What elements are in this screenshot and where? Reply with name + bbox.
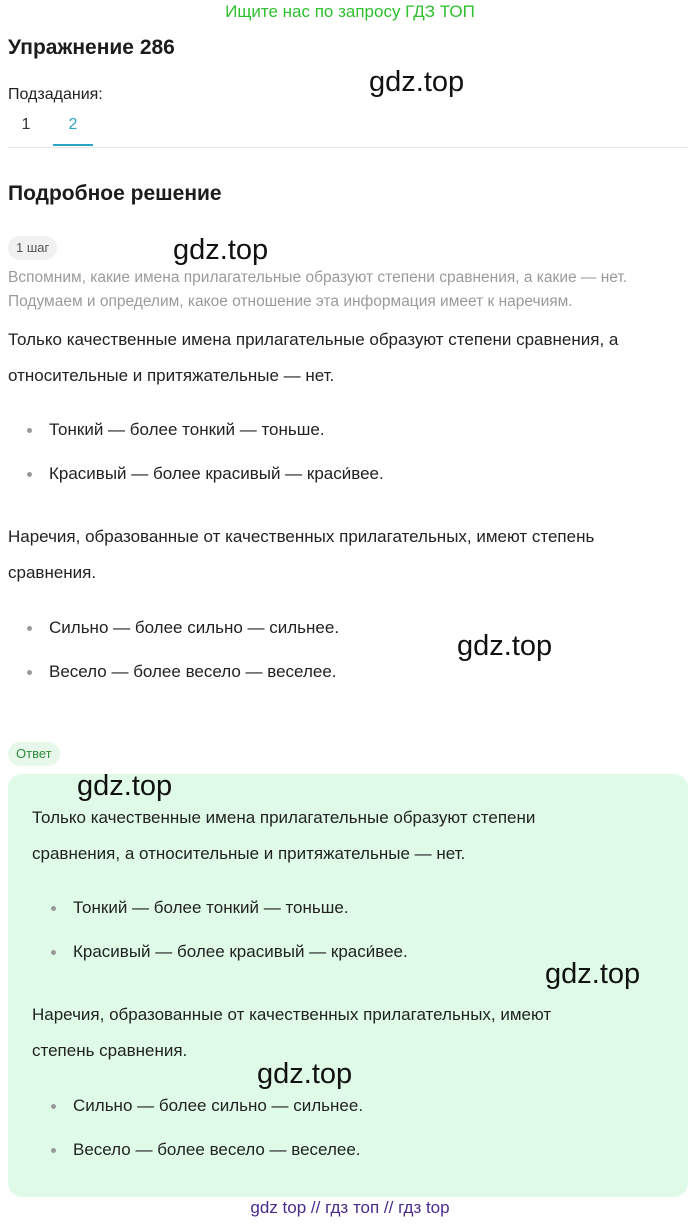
bullet-dot xyxy=(27,428,32,433)
watermark: gdz.top xyxy=(457,630,553,662)
footer-links: gdz top // гдз топ // гдз top xyxy=(250,1198,450,1217)
hint-line: Подумаем и определим, какое отношение эта информация имеет к наречиям. xyxy=(8,293,573,310)
solution-paragraph xyxy=(8,322,688,394)
list-item xyxy=(49,464,384,484)
watermark: gdz.top xyxy=(369,66,465,98)
step-badge: 1 шаг xyxy=(8,236,57,260)
watermark: gdz.top xyxy=(173,234,269,266)
bullet-dot xyxy=(27,670,32,675)
list-item xyxy=(49,420,325,440)
solution-paragraph xyxy=(8,519,688,591)
hint-line: Вспомним, какие имена прилагательные образуют степени сравнения, а какие — нет. xyxy=(8,269,628,286)
watermark: gdz.top xyxy=(257,1058,353,1090)
paragraph-line: Только качественные имена прилагательные образуют степени сравнения, а xyxy=(8,330,619,349)
answer-badge: Ответ xyxy=(8,742,60,766)
bullet-dot xyxy=(51,950,56,955)
list-item-text: Красивый — более красивый — краси́вее. xyxy=(73,942,408,961)
bullet-dot xyxy=(51,1104,56,1109)
paragraph-line: степень сравнения. xyxy=(32,1041,188,1060)
list-item-text: Красивый — более красивый — краси́вее. xyxy=(49,464,384,483)
list-item-text: Тонкий — более тонкий — тоньше. xyxy=(73,898,349,917)
bullet-dot xyxy=(51,1148,56,1153)
list-item-text: Сильно — более сильно — сильнее. xyxy=(73,1096,364,1115)
paragraph-line: Наречия, образованные от качественных прилагательных, имеют xyxy=(32,1005,552,1024)
bullet-dot xyxy=(27,626,32,631)
paragraph-line: сравнения, а относительные и притяжательные — нет. xyxy=(32,844,466,863)
paragraph-line: Только качественные имена прилагательные образуют степени xyxy=(32,808,536,827)
list-item-text: Весело — более весело — веселее. xyxy=(73,1140,361,1159)
answer-paragraph xyxy=(32,800,672,872)
subtask-tab-1[interactable]: 1 xyxy=(21,116,31,133)
search-promo-banner: Ищите нас по запросу ГДЗ ТОП xyxy=(225,2,475,21)
step-hint xyxy=(8,266,688,314)
list-item xyxy=(73,1096,363,1116)
list-item-text: Сильно — более сильно — сильнее. xyxy=(49,618,340,637)
solution-heading: Подробное решение xyxy=(8,182,222,205)
paragraph-line: Наречия, образованные от качественных прилагательных, имеют степень xyxy=(8,527,595,546)
list-item-text: Тонкий — более тонкий — тоньше. xyxy=(49,420,325,439)
tabs-divider xyxy=(8,147,688,148)
list-item xyxy=(73,942,408,962)
list-item xyxy=(73,898,349,918)
list-item xyxy=(73,1140,361,1160)
subtask-tab-2[interactable]: 2 xyxy=(53,116,93,146)
list-item xyxy=(49,618,339,638)
list-item xyxy=(49,662,337,682)
list-item-text: Весело — более весело — веселее. xyxy=(49,662,337,681)
watermark: gdz.top xyxy=(77,770,173,802)
watermark: gdz.top xyxy=(545,958,641,990)
bullet-dot xyxy=(27,472,32,477)
paragraph-line: сравнения. xyxy=(8,563,97,582)
bullet-dot xyxy=(51,906,56,911)
paragraph-line: относительные и притяжательные — нет. xyxy=(8,366,335,385)
exercise-title: Упражнение 286 xyxy=(8,36,175,59)
subtasks-label: Подзадания: xyxy=(8,86,103,103)
